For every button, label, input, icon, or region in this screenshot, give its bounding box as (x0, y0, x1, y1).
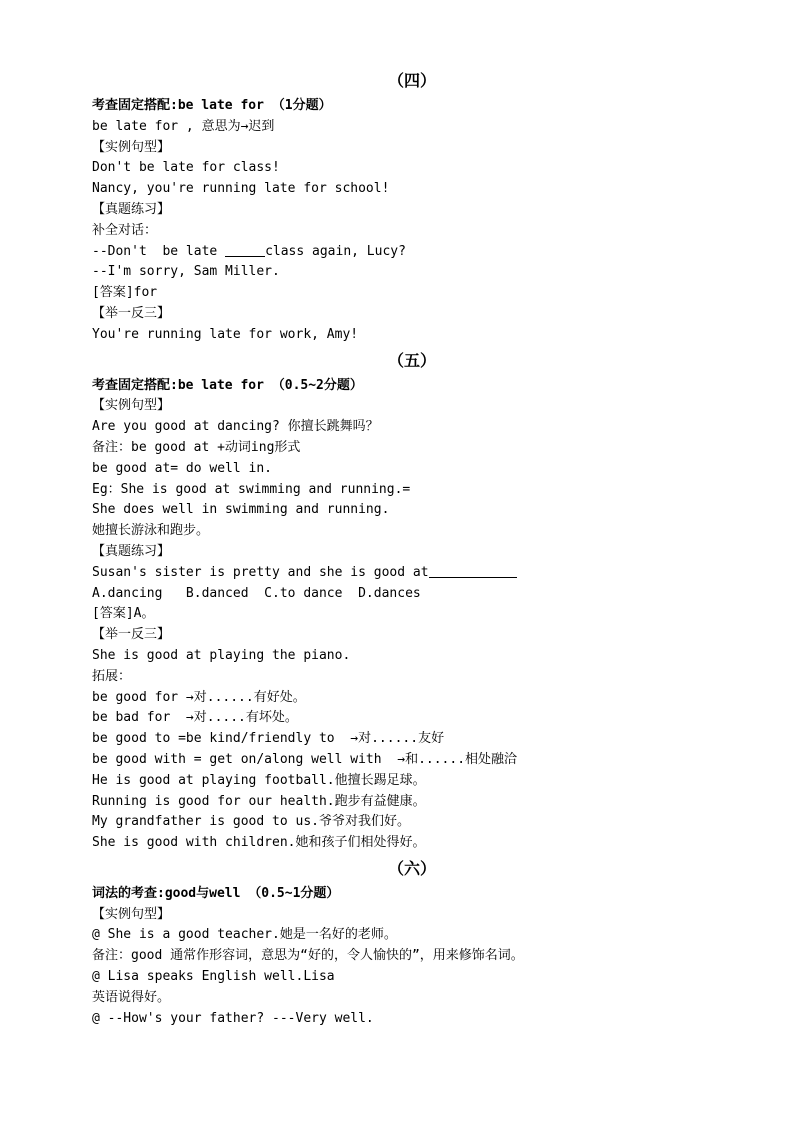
example-tag: 【实例句型】 (92, 398, 171, 414)
note-line: 备注：be good at +动词ing形式 (92, 439, 301, 455)
expand-label: 拓展： (92, 668, 132, 684)
expand-line: be good to =be kind/friendly to →对......友好 (92, 731, 445, 747)
example-line: Eg：She is good at swimming and running.= (92, 481, 411, 497)
question-line (92, 563, 732, 584)
dialog-line (92, 242, 732, 263)
translation-line: 英语说得好。 (92, 989, 171, 1005)
example-sentence: Don't be late for class! (92, 160, 280, 176)
example-line: @ She is a good teacher.她是一名好的老师。 (92, 927, 397, 943)
answer-line: [答案]for (92, 285, 158, 301)
section-6-title: 词法的考查:good与well （0.5~1分题） (92, 885, 340, 901)
example-tag: 【实例句型】 (92, 906, 171, 922)
document-page (92, 66, 732, 1029)
section-6-heading: （六） (387, 858, 436, 878)
expand-line: She is good with children.她和孩子们相处得好。 (92, 835, 426, 851)
example-line: @ --How's your father? ---Very well. (92, 1010, 374, 1026)
note-line: be good at= do well in. (92, 460, 273, 476)
dialog-line: --I'm sorry, Sam Miller. (92, 264, 280, 280)
section-5-heading: （五） (387, 350, 436, 370)
dialog-text: --Don't be late (92, 243, 226, 259)
extend-tag: 【举一反三】 (92, 305, 171, 321)
expand-line: He is good at playing football.他擅长踢足球。 (92, 772, 426, 788)
answer-blank (225, 242, 265, 257)
section-5-title: 考查固定搭配:be late for （0.5~2分题） (92, 377, 363, 393)
section-4-title: 考查固定搭配:be late for （1分题） (92, 98, 332, 113)
practice-tag: 【真题练习】 (92, 201, 171, 217)
example-tag: 【实例句型】 (92, 139, 171, 155)
example-line: @ Lisa speaks English well.Lisa (92, 969, 335, 985)
dialog-text: class again, Lucy? (265, 243, 406, 259)
practice-intro: 补全对话： (92, 222, 158, 238)
expand-line: be good for →对......有好处。 (92, 689, 306, 705)
note-line: 备注：good 通常作形容词，意思为“好的，令人愉快的”，用来修饰名词。 (92, 948, 524, 964)
example-line: She does well in swimming and running. (92, 502, 390, 518)
expand-line: Running is good for our health.跑步有益健康。 (92, 793, 426, 809)
extend-example: You're running late for work, Amy! (92, 326, 359, 342)
example-line: Are you good at dancing? 你擅长跳舞吗？ (92, 419, 379, 435)
extend-tag: 【举一反三】 (92, 627, 171, 643)
practice-tag: 【真题练习】 (92, 543, 171, 559)
section-4-heading: （四） (387, 71, 436, 90)
answer-blank (429, 563, 517, 578)
expand-line: be bad for →对.....有坏处。 (92, 710, 298, 726)
translation-line: 她擅长游泳和跑步。 (92, 523, 210, 539)
answer-line: [答案]A。 (92, 606, 155, 622)
options-line: A.dancing B.danced C.to dance D.dances (92, 585, 421, 601)
expand-line: be good with = get on/along well with →和......相处融洽 (92, 751, 518, 767)
question-text: Susan's sister is pretty and she is good at (92, 564, 429, 580)
section-4-meaning: be late for , 意思为→迟到 (92, 118, 275, 134)
example-sentence: Nancy, you're running late for school! (92, 181, 390, 197)
expand-line: My grandfather is good to us.爷爷对我们好。 (92, 814, 410, 830)
extend-example: She is good at playing the piano. (92, 647, 351, 663)
